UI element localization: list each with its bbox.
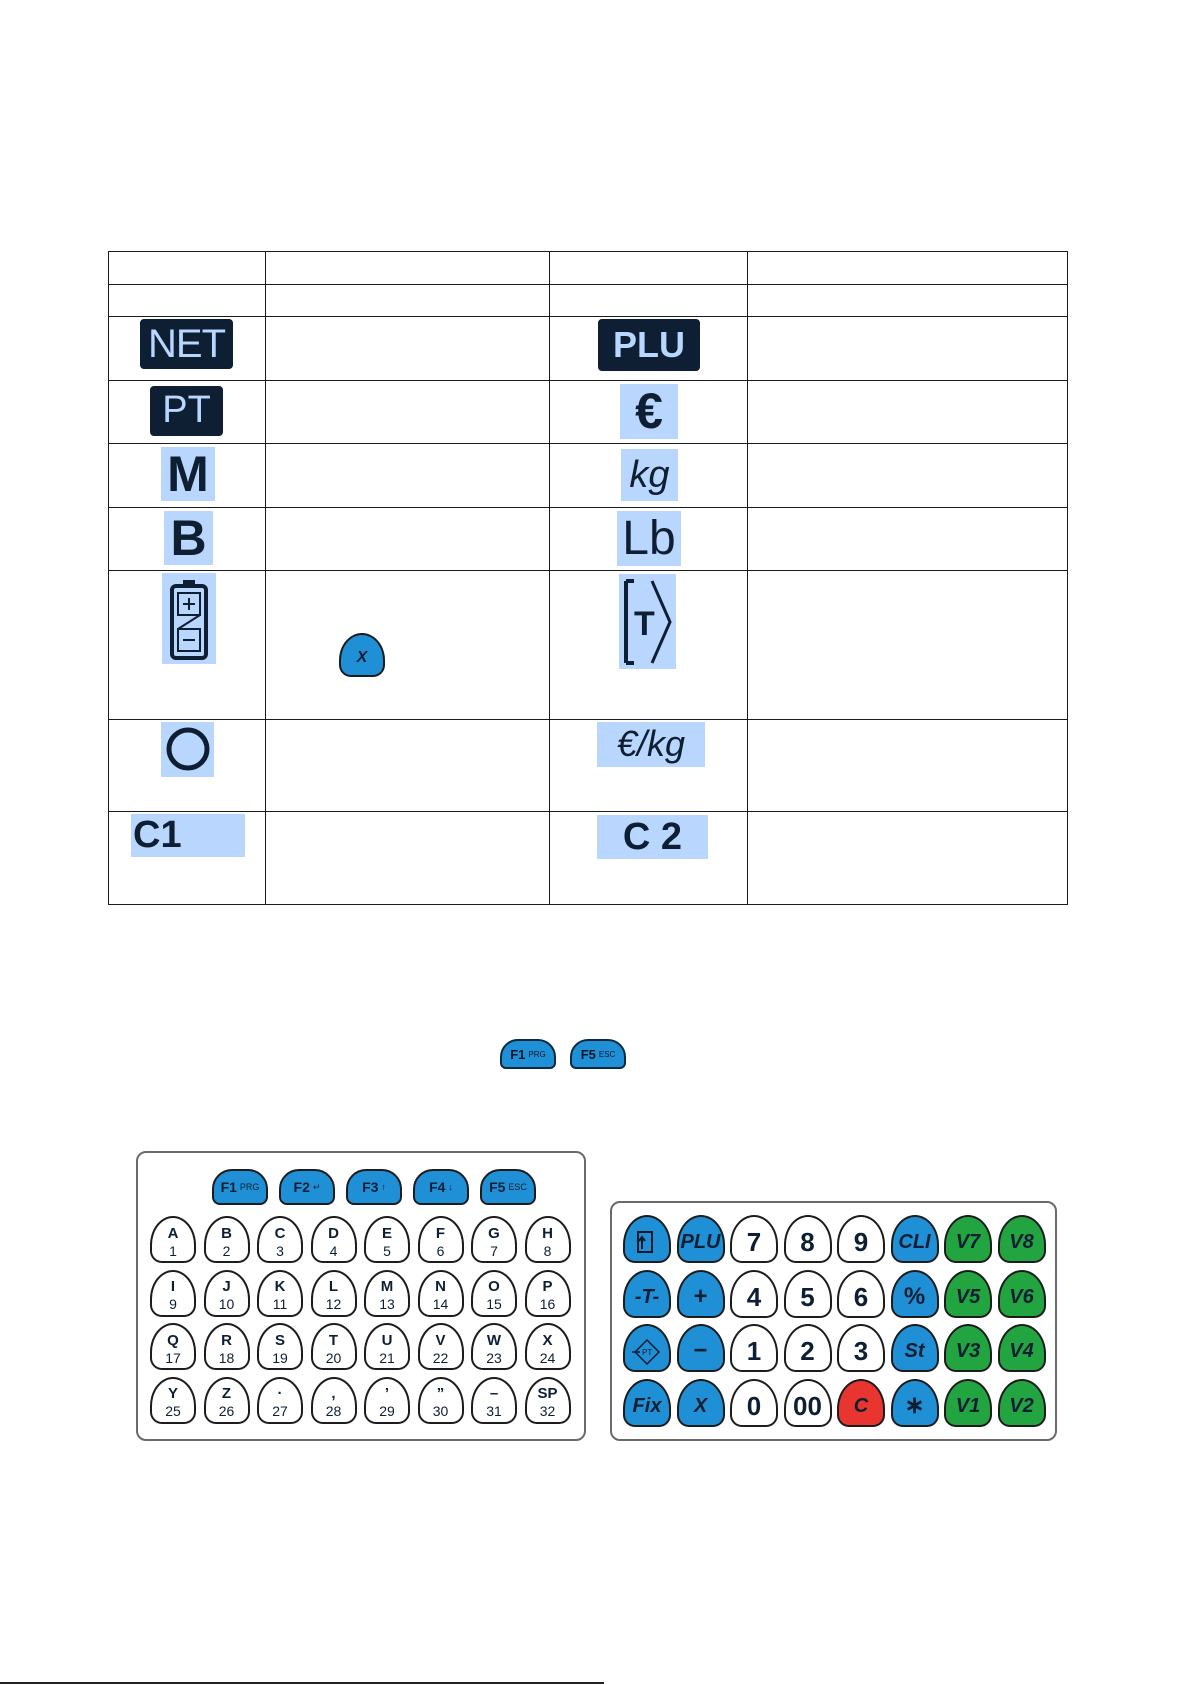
alpha-key[interactable] bbox=[418, 1323, 464, 1370]
numeric-key-label: 8 bbox=[800, 1227, 815, 1257]
alpha-key-number: 18 bbox=[218, 1349, 235, 1366]
numeric-key-label: -T- bbox=[634, 1285, 660, 1308]
alpha-key-letter: SP bbox=[537, 1385, 558, 1402]
numeric-key[interactable] bbox=[784, 1215, 832, 1263]
alpha-key-letter: H bbox=[542, 1224, 553, 1242]
preset-tare-key[interactable] bbox=[623, 1324, 671, 1372]
alpha-key[interactable] bbox=[364, 1377, 410, 1424]
alpha-key[interactable] bbox=[471, 1216, 517, 1263]
alpha-key-number: 6 bbox=[436, 1242, 445, 1259]
receipt-icon bbox=[634, 1229, 660, 1257]
function-key-sublabel: ESC bbox=[508, 1182, 527, 1192]
numeric-key[interactable] bbox=[784, 1324, 832, 1372]
numeric-key-label: PLU bbox=[680, 1231, 721, 1253]
preset-tare-icon bbox=[632, 1338, 662, 1366]
alpha-key-letter: G bbox=[488, 1224, 500, 1242]
function-key-3[interactable] bbox=[346, 1169, 402, 1205]
alpha-key-letter: K bbox=[274, 1278, 286, 1295]
alpha-key-letter: P bbox=[542, 1278, 553, 1295]
alpha-key-number: 24 bbox=[539, 1349, 556, 1366]
price-per-kg-indicator: €/kg bbox=[597, 722, 705, 767]
m-indicator: M bbox=[161, 447, 215, 501]
plu-indicator: PLU bbox=[598, 319, 700, 371]
receipt-key[interactable] bbox=[623, 1215, 671, 1263]
alpha-key[interactable] bbox=[364, 1323, 410, 1370]
numeric-key-label: 4 bbox=[746, 1281, 762, 1312]
alpha-key-letter: D bbox=[328, 1224, 339, 1242]
alpha-key-number: 30 bbox=[432, 1403, 449, 1419]
symbol-table bbox=[108, 251, 1068, 905]
numeric-key[interactable] bbox=[944, 1215, 992, 1263]
alpha-key-letter: N bbox=[435, 1278, 446, 1295]
numeric-key-label: V2 bbox=[1009, 1394, 1034, 1417]
alpha-key-letter: · bbox=[277, 1385, 283, 1402]
alpha-key-number: 27 bbox=[272, 1403, 288, 1419]
numeric-key-label: C bbox=[853, 1394, 869, 1417]
numeric-key[interactable] bbox=[730, 1379, 778, 1427]
alpha-key-letter: J bbox=[222, 1278, 231, 1295]
alpha-key-number: 20 bbox=[325, 1349, 342, 1366]
alpha-key-number: 4 bbox=[329, 1242, 338, 1259]
function-key-4[interactable] bbox=[413, 1169, 469, 1205]
numeric-key[interactable] bbox=[730, 1270, 778, 1318]
alpha-key-number: 10 bbox=[218, 1296, 235, 1312]
alpha-key[interactable] bbox=[311, 1323, 357, 1370]
numeric-key-label: 3 bbox=[853, 1336, 869, 1366]
numeric-key-label: + bbox=[693, 1282, 708, 1310]
alpha-key-letter: C bbox=[274, 1224, 286, 1242]
net-indicator: NET bbox=[140, 319, 233, 369]
alpha-key-letter: ’ bbox=[384, 1385, 390, 1402]
alpha-key[interactable] bbox=[471, 1377, 517, 1424]
numeric-key-label: V8 bbox=[1009, 1231, 1034, 1253]
numeric-key-label: 7 bbox=[746, 1227, 762, 1257]
numeric-key[interactable] bbox=[944, 1270, 992, 1318]
alpha-key-number: 21 bbox=[379, 1349, 395, 1366]
function-key-sublabel: ↵ bbox=[312, 1181, 321, 1192]
alpha-key[interactable] bbox=[418, 1377, 464, 1424]
alpha-key[interactable] bbox=[257, 1377, 303, 1424]
alpha-key-number: 19 bbox=[272, 1349, 288, 1366]
alpha-key-number: 9 bbox=[169, 1296, 177, 1312]
table-row bbox=[109, 719, 1068, 812]
numeric-key-label: 9 bbox=[853, 1227, 869, 1257]
table-subheader-row bbox=[109, 285, 1068, 317]
numeric-key[interactable] bbox=[944, 1379, 992, 1427]
alpha-key-number: 11 bbox=[272, 1296, 288, 1312]
numeric-key-label: 5 bbox=[800, 1281, 815, 1312]
alpha-key[interactable] bbox=[150, 1216, 196, 1263]
alpha-key[interactable] bbox=[364, 1216, 410, 1263]
alpha-key[interactable] bbox=[418, 1270, 464, 1317]
alpha-key[interactable] bbox=[150, 1377, 196, 1424]
alpha-key[interactable] bbox=[525, 1377, 571, 1424]
alpha-key[interactable] bbox=[471, 1270, 517, 1317]
numeric-key[interactable] bbox=[677, 1270, 725, 1318]
numeric-key-label: V7 bbox=[955, 1231, 981, 1253]
alpha-key-letter: V bbox=[435, 1331, 446, 1349]
alpha-key[interactable] bbox=[418, 1216, 464, 1263]
numeric-key[interactable] bbox=[998, 1215, 1046, 1263]
alpha-key[interactable] bbox=[150, 1323, 196, 1370]
alpha-key-number: 8 bbox=[543, 1242, 552, 1259]
alpha-key-letter: I bbox=[170, 1278, 176, 1295]
alpha-key-number: 13 bbox=[379, 1296, 395, 1312]
numeric-key[interactable] bbox=[837, 1215, 885, 1263]
function-key-label: F1 bbox=[220, 1179, 237, 1195]
function-key-sublabel: PRG bbox=[239, 1182, 260, 1192]
numeric-key-label: V3 bbox=[955, 1340, 981, 1362]
numeric-key-label: CLI bbox=[898, 1231, 931, 1253]
alpha-key-letter: , bbox=[331, 1385, 336, 1402]
numeric-key[interactable] bbox=[891, 1215, 939, 1263]
numeric-key-label: Fix bbox=[632, 1394, 662, 1417]
svg-text:T: T bbox=[633, 604, 655, 643]
numeric-key[interactable] bbox=[998, 1270, 1046, 1318]
alpha-key-letter: R bbox=[221, 1331, 232, 1349]
table-row bbox=[109, 380, 1068, 443]
numeric-key[interactable] bbox=[677, 1379, 725, 1427]
numeric-key-label: V6 bbox=[1009, 1285, 1034, 1308]
alpha-key-number: 25 bbox=[165, 1403, 181, 1419]
alpha-key-letter: Z bbox=[221, 1385, 232, 1402]
numeric-key-label: St bbox=[904, 1340, 925, 1362]
alpha-key[interactable] bbox=[257, 1216, 303, 1263]
alpha-key-number: 26 bbox=[218, 1403, 235, 1419]
numeric-key-label: V5 bbox=[955, 1285, 981, 1308]
alphanumeric-keyboard bbox=[136, 1151, 586, 1441]
alpha-key[interactable] bbox=[471, 1323, 517, 1370]
alpha-key-number: 28 bbox=[325, 1403, 342, 1419]
alpha-key-letter: – bbox=[489, 1385, 499, 1402]
alpha-key-number: 32 bbox=[539, 1403, 556, 1419]
function-key-label: F2 bbox=[293, 1179, 310, 1195]
numeric-key-label: 0 bbox=[746, 1390, 762, 1421]
numeric-key-label: 00 bbox=[793, 1390, 822, 1421]
numeric-key[interactable] bbox=[891, 1379, 939, 1427]
table-row bbox=[109, 317, 1068, 380]
alpha-key-letter: E bbox=[381, 1224, 392, 1242]
alpha-key[interactable] bbox=[311, 1216, 357, 1263]
function-key-label: F4 bbox=[429, 1179, 446, 1195]
numeric-keyboard bbox=[610, 1201, 1057, 1441]
numeric-key[interactable] bbox=[998, 1379, 1046, 1427]
alpha-key[interactable] bbox=[257, 1270, 303, 1317]
alpha-key-letter: S bbox=[274, 1331, 285, 1349]
alpha-key[interactable] bbox=[204, 1270, 250, 1317]
numeric-key-label: 2 bbox=[800, 1336, 815, 1366]
alpha-key-number: 2 bbox=[222, 1242, 231, 1259]
numeric-key[interactable] bbox=[891, 1270, 939, 1318]
tare-icon bbox=[619, 574, 676, 669]
alpha-key[interactable] bbox=[311, 1270, 357, 1317]
euro-indicator: € bbox=[620, 384, 678, 439]
numeric-key-label: − bbox=[693, 1337, 708, 1364]
numeric-key[interactable] bbox=[837, 1270, 885, 1318]
alpha-key-letter: M bbox=[380, 1278, 394, 1295]
alpha-key[interactable] bbox=[204, 1323, 250, 1370]
alpha-key-number: 12 bbox=[325, 1296, 342, 1312]
numeric-key[interactable] bbox=[677, 1324, 725, 1372]
alpha-key-letter: Y bbox=[167, 1385, 178, 1402]
table-row bbox=[109, 812, 1068, 905]
alpha-key-number: 3 bbox=[276, 1242, 284, 1259]
table-row bbox=[109, 507, 1068, 570]
alpha-key-number: 1 bbox=[169, 1242, 177, 1259]
alpha-key-number: 15 bbox=[486, 1296, 502, 1312]
function-key-label: F5 bbox=[489, 1179, 506, 1195]
b-indicator: B bbox=[164, 511, 213, 565]
alpha-key[interactable] bbox=[364, 1270, 410, 1317]
numeric-key[interactable] bbox=[623, 1270, 671, 1318]
function-key-5[interactable] bbox=[480, 1169, 536, 1205]
alpha-key-letter: B bbox=[221, 1224, 232, 1242]
function-key-label: F3 bbox=[362, 1179, 379, 1195]
numeric-key-label: % bbox=[903, 1282, 926, 1310]
c1-indicator: C1 bbox=[131, 814, 245, 857]
function-key-sublabel: ↓ bbox=[448, 1182, 453, 1192]
alpha-key[interactable] bbox=[150, 1270, 196, 1317]
alpha-key-letter: ” bbox=[436, 1385, 445, 1402]
alpha-key[interactable] bbox=[525, 1323, 571, 1370]
numeric-key[interactable] bbox=[837, 1379, 885, 1427]
numeric-key[interactable] bbox=[730, 1215, 778, 1263]
numeric-key[interactable] bbox=[784, 1379, 832, 1427]
numeric-key[interactable] bbox=[677, 1215, 725, 1263]
inline-f1-key: F1 PRG bbox=[500, 1039, 556, 1069]
kg-indicator: kg bbox=[621, 449, 678, 501]
table-row bbox=[109, 444, 1068, 507]
numeric-key-label: 1 bbox=[746, 1336, 762, 1366]
function-key-1[interactable] bbox=[212, 1169, 268, 1205]
circle-icon bbox=[161, 722, 214, 777]
alpha-key-letter: L bbox=[328, 1278, 339, 1295]
function-key-2[interactable] bbox=[279, 1169, 335, 1205]
alpha-key-letter: O bbox=[488, 1278, 500, 1295]
numeric-key[interactable] bbox=[837, 1324, 885, 1372]
inline-f5-key: F5 ESC bbox=[570, 1039, 626, 1069]
numeric-key[interactable] bbox=[998, 1324, 1046, 1372]
inline-x-key: X bbox=[339, 633, 385, 677]
alpha-key-letter: A bbox=[167, 1224, 179, 1242]
numeric-key[interactable] bbox=[891, 1324, 939, 1372]
alpha-key-letter: Q bbox=[167, 1331, 179, 1349]
numeric-key[interactable] bbox=[730, 1324, 778, 1372]
numeric-key[interactable] bbox=[623, 1379, 671, 1427]
alpha-key[interactable] bbox=[311, 1377, 357, 1424]
numeric-key-label: X bbox=[693, 1394, 708, 1417]
alpha-key-letter: X bbox=[542, 1331, 553, 1349]
function-key-sublabel: ↑ bbox=[381, 1182, 386, 1192]
alpha-key-number: 22 bbox=[432, 1349, 449, 1366]
alpha-key[interactable] bbox=[525, 1270, 571, 1317]
battery-icon bbox=[162, 573, 216, 664]
svg-text:PT: PT bbox=[642, 1348, 653, 1357]
alpha-key[interactable] bbox=[525, 1216, 571, 1263]
alpha-key-number: 29 bbox=[379, 1403, 395, 1419]
alpha-key-number: 31 bbox=[486, 1403, 502, 1419]
table-header-row bbox=[109, 252, 1068, 285]
alpha-key-number: 5 bbox=[383, 1242, 391, 1259]
numeric-key-label: ∗ bbox=[904, 1391, 925, 1419]
alpha-key-number: 14 bbox=[432, 1296, 449, 1312]
alpha-key-number: 7 bbox=[490, 1242, 498, 1259]
alpha-key-number: 16 bbox=[539, 1296, 556, 1312]
numeric-key-label: 6 bbox=[853, 1281, 869, 1312]
numeric-key-label: V4 bbox=[1009, 1340, 1034, 1362]
pt-indicator: PT bbox=[150, 386, 223, 436]
numeric-key-label: V1 bbox=[955, 1394, 981, 1417]
alpha-key-letter: U bbox=[381, 1331, 393, 1349]
alpha-key-number: 17 bbox=[165, 1349, 181, 1366]
alpha-key-letter: W bbox=[486, 1331, 502, 1349]
alpha-key[interactable] bbox=[204, 1377, 250, 1424]
alpha-key[interactable] bbox=[204, 1216, 250, 1263]
lb-indicator: Lb bbox=[617, 511, 681, 566]
alpha-key[interactable] bbox=[257, 1323, 303, 1370]
table-row bbox=[109, 571, 1068, 719]
numeric-key[interactable] bbox=[784, 1270, 832, 1318]
alpha-key-letter: T bbox=[328, 1331, 339, 1349]
footer-rule bbox=[0, 1682, 604, 1684]
c2-indicator: C 2 bbox=[597, 815, 708, 859]
alpha-key-letter: F bbox=[435, 1224, 446, 1242]
alpha-key-number: 23 bbox=[486, 1349, 502, 1366]
numeric-key[interactable] bbox=[944, 1324, 992, 1372]
